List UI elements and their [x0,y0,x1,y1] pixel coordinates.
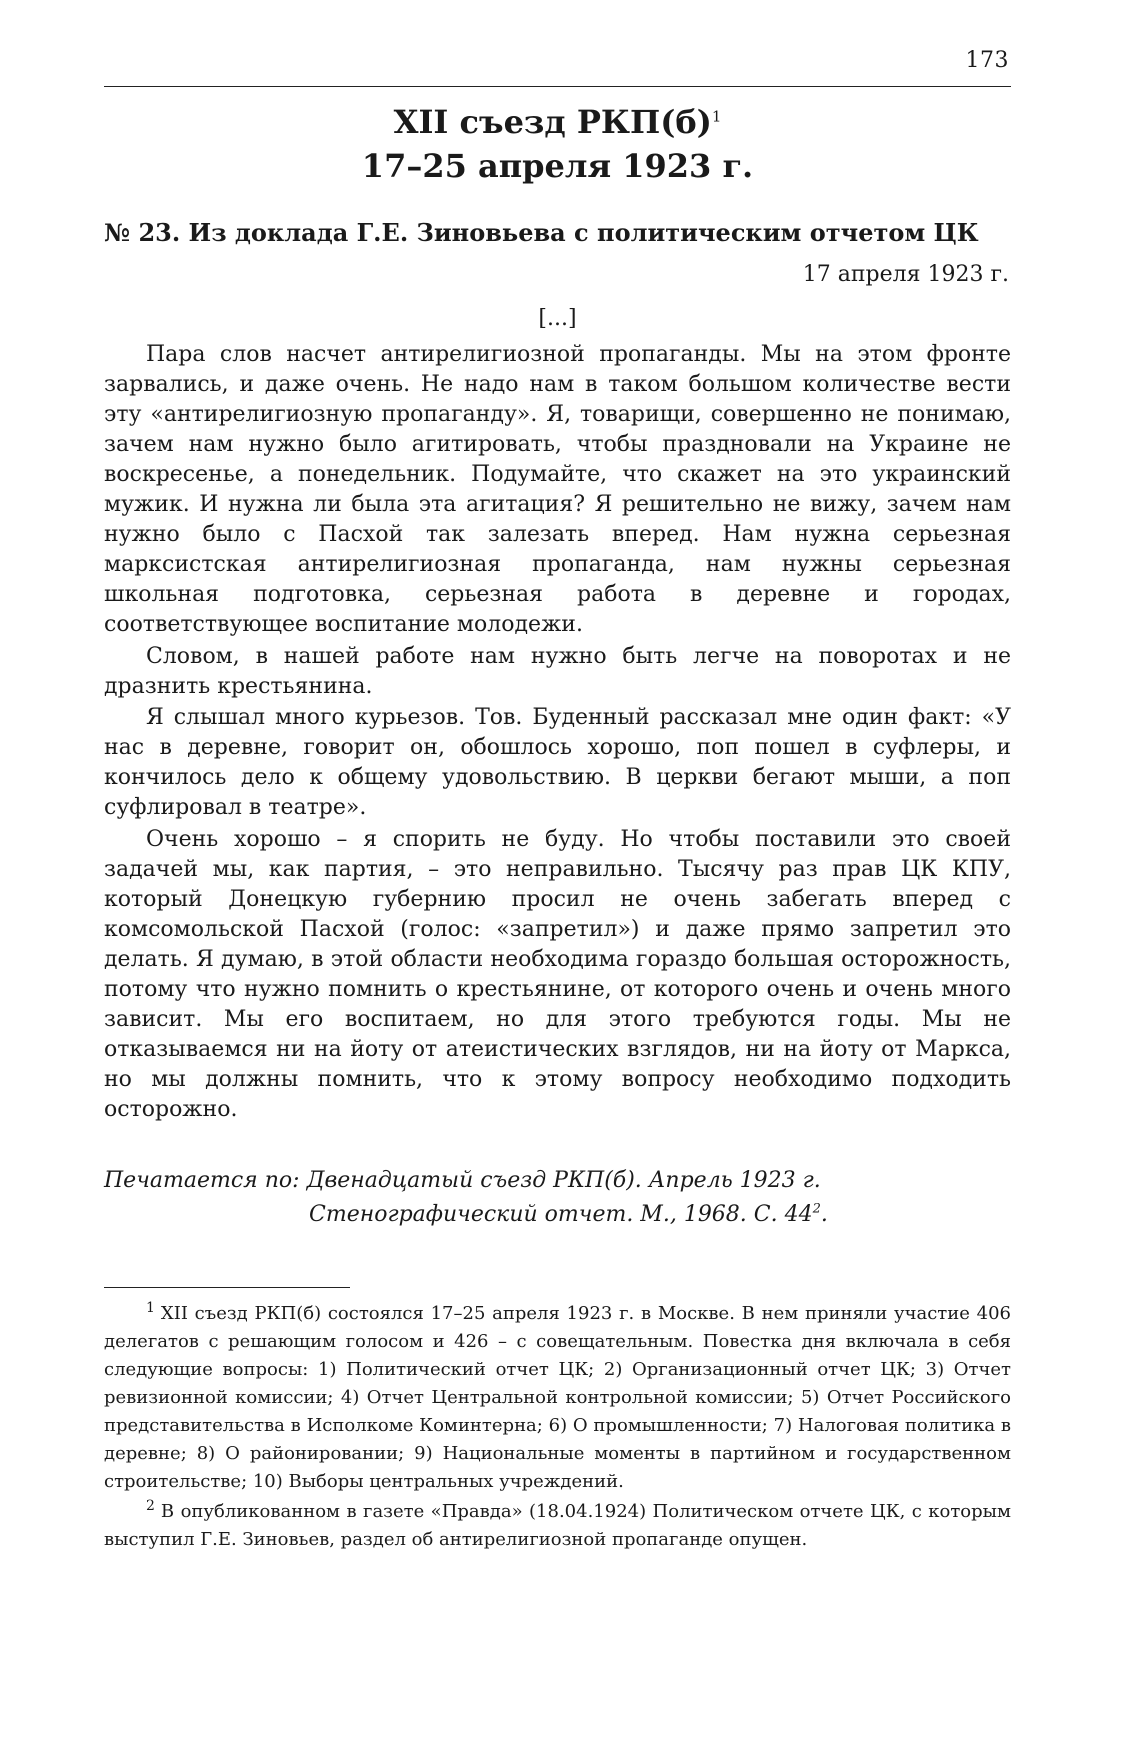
source-line2: Стенографический отчет. М., 1968. С. 44 [309,1202,813,1227]
header-rule [104,86,1011,87]
paragraph: Я слышал много курьезов. Тов. Буденный рассказал мне один факт: «У нас в деревне, говорит он, обошлось хорошо, поп пошел в суфлеры, и кончилось дело к общему удовольствию. В церкви бегают мыши, а поп суфлировал в театре». [104,705,1011,820]
paragraph: Очень хорошо – я спорить не буду. Но чтобы поставили это своей задачей мы, как партия, – это неправильно. Тысячу раз прав ЦК КПУ, который Донецкую губернию просил не очень забегать вперед с комсомольской Пасхой (голос: «запретил») и даже прямо запретил это делать. Я думаю, в этой области необходима гораздо большая осторожность, потому что нужно помнить о крестьянине, от которого очень и очень много зависит. Мы его воспитаем, но для этого требуются годы. Мы не отказываемся ни на йоту от атеистических взглядов, ни на йоту от Маркса, но мы должны помнить, что к этому вопросу необходимо подходить осторожно. [104,826,1011,1122]
footnote-2 [104,1498,1011,1554]
section-title-dates: 17–25 апреля 1923 г. [361,147,754,185]
footnote-marker: 1 [146,1300,155,1316]
footnote-text: В опубликованном в газете «Правда» (18.04.1924) Политическом отчете ЦК, с которым выступил Г.Е. Зиновьев, раздел об антирелигиозной пропаганде опущен. [104,1501,1011,1550]
footnotes [104,1300,1011,1556]
source-end: . [820,1202,828,1227]
footnote-ref-2: 2 [812,1201,821,1217]
section-title [104,100,1011,188]
omission-mark: [...] [538,306,577,331]
paragraph: Словом, в нашей работе нам нужно быть легче на поворотах и не дразнить крестьянина. [104,643,1011,699]
footnote-text: XII съезд РКП(б) состоялся 17–25 апреля 1923 г. в Москве. В нем приняли участие 406 делегатов с решающим голосом и 426 – с совещательным. Повестка дня включала в себя следующие вопросы: 1) Политический отчет ЦК; 2) Организационный отчет ЦК; 3) Отчет ревизионной комиссии; 4) Отчет Центральной контрольной комиссии; 5) Отчет Российского представительства в Исполкоме Коминтерна; 6) О промышленности; 7) Налоговая политика в деревне; 8) О районировании; 9) Национальные моменты в партийном и государственном строительстве; 10) Выборы центральных учреждений. [104,1303,1011,1492]
footnote-ref-1: 1 [711,107,722,126]
footnote-marker: 2 [146,1498,155,1514]
section-title-line1 [104,100,1011,144]
source-line2-wrap [104,1198,1011,1232]
footnote-rule [104,1287,350,1288]
document-title: № 23. Из доклада Г.Е. Зиновьева с политическим отчетом ЦК [104,218,979,247]
source-citation [104,1164,1011,1232]
footnote-1 [104,1300,1011,1496]
source-line1: Печатается по: Двенадцатый съезд РКП(б). Апрель 1923 г. [104,1168,821,1193]
document-date: 17 апреля 1923 г. [802,262,1009,287]
page-number: 173 [965,48,1009,73]
body-text [104,340,1011,1126]
section-title-text: XII съезд РКП(б) [393,103,712,141]
paragraph: Пара слов насчет антирелигиозной пропаганды. Мы на этом фронте зарвались, и даже очень. Не надо нам в таком большом количестве вести эту «антирелигиозную пропаганду». Я, товарищи, совершенно не понимаю, зачем нам нужно было агитировать, чтобы праздновали на Украине не воскресенье, а понедельник. Подумайте, что скажет на это украинский мужик. И нужна ли была эта агитация? Я решительно не вижу, зачем нам нужно было с Пасхой так залезать вперед. Нам нужна серьезная марксистская антирелигиозная пропаганда, нам нужны серьезная школьная подготовка, серьезная работа в деревне и городах, соответствующее воспитание молодежи. [104,342,1011,637]
